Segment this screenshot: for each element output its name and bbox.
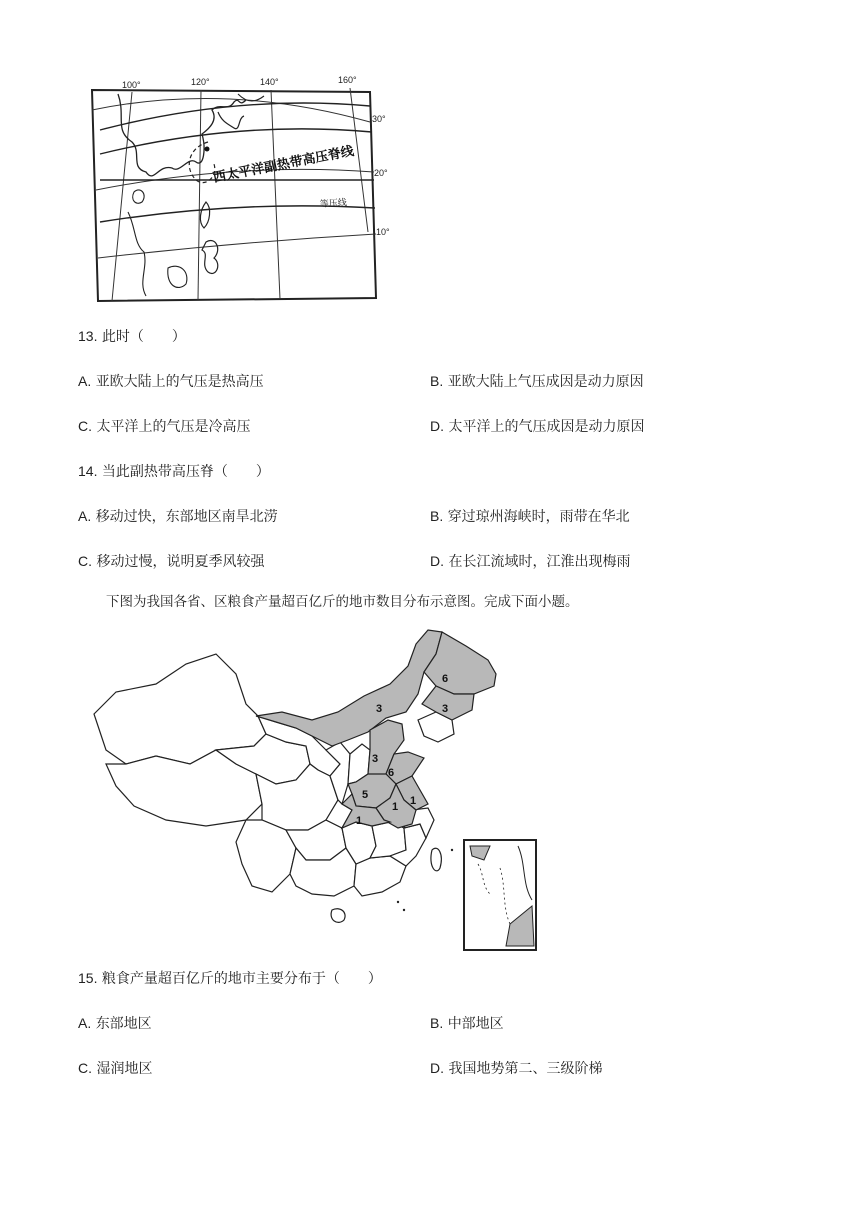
latitude-label-20: 20° [374, 168, 388, 178]
island-taiwan [200, 202, 209, 228]
ridge-point [205, 147, 210, 152]
q13-option-c[interactable] [78, 416, 250, 437]
meridian-160 [350, 88, 368, 232]
coastline-korea [218, 112, 244, 129]
count-shandong: 6 [388, 767, 395, 779]
latitude-label-10: 10° [376, 227, 390, 237]
q15-option-d[interactable] [430, 1058, 602, 1079]
question-13 [78, 326, 186, 347]
longitude-label-100: 100° [122, 80, 141, 90]
q15-option-c[interactable] [78, 1058, 152, 1079]
meridian-140 [271, 90, 280, 299]
option-text: 亚欧大陆上气压成因是动力原因 [447, 374, 644, 390]
province-taiwan [431, 848, 441, 871]
question-15 [78, 968, 382, 989]
longitude-label-160: 160° [338, 75, 357, 85]
longitude-label-120: 120° [191, 77, 210, 87]
option-letter: C. [78, 553, 92, 569]
island-borneo [168, 266, 187, 287]
option-letter: B. [430, 508, 444, 524]
q14-option-b[interactable] [430, 506, 630, 527]
option-letter: D. [430, 1060, 444, 1076]
option-text: 中部地区 [447, 1016, 504, 1032]
option-text: 我国地势第二、三级阶梯 [448, 1061, 603, 1077]
option-text: 太平洋上的气压成因是动力原因 [448, 419, 645, 435]
option-text: 在长江流域时，江淮出现梅雨 [448, 554, 631, 570]
option-letter: C. [78, 418, 92, 434]
question-stem: 此时（ ） [101, 329, 186, 345]
island-small-1 [133, 190, 144, 203]
question-number: 14. [78, 463, 98, 479]
option-letter: B. [430, 1015, 444, 1031]
option-letter: A. [78, 373, 92, 389]
option-text: 东部地区 [95, 1016, 152, 1032]
isobar-1 [100, 103, 370, 130]
option-letter: D. [430, 418, 444, 434]
count-jiangsu: 1 [410, 795, 417, 807]
meridian-120 [198, 90, 201, 300]
count-hubei: 1 [356, 815, 363, 827]
q13-option-a[interactable] [78, 371, 264, 392]
count-heilongjiang: 6 [442, 673, 449, 685]
count-neimenggu: 3 [376, 703, 383, 715]
q15-option-b[interactable] [430, 1013, 504, 1034]
island-dot [451, 849, 453, 851]
question-number: 15. [78, 970, 98, 986]
option-text: 移动过快，东部地区南旱北涝 [95, 509, 278, 525]
count-anhui: 1 [392, 801, 399, 813]
subtropical-high-map [88, 72, 388, 308]
option-text: 太平洋上的气压是冷高压 [96, 419, 251, 435]
latitude-label-30: 30° [372, 114, 386, 124]
coastline-asia [118, 94, 246, 176]
island-dot [403, 909, 405, 911]
option-letter: B. [430, 373, 444, 389]
count-henan: 5 [362, 789, 369, 801]
q14-option-c[interactable] [78, 551, 264, 572]
option-text: 穿过琼州海峡时，雨带在华北 [447, 509, 630, 525]
china-grain-map [86, 624, 546, 954]
question-14 [78, 461, 270, 482]
figure2-intro: 下图为我国各省、区粮食产量超百亿斤的地市数目分布示意图。完成下面小题。 [106, 594, 579, 610]
count-jilin: 3 [442, 703, 449, 715]
option-letter: C. [78, 1060, 92, 1076]
ridge-line-label: 西太平洋副热带高压脊线 [211, 142, 355, 185]
question-number: 13. [78, 328, 98, 344]
isobar-4 [100, 206, 375, 222]
province-hainan [331, 909, 345, 923]
count-hebei: 3 [372, 753, 379, 765]
option-letter: D. [430, 553, 444, 569]
q13-option-d[interactable] [430, 416, 644, 437]
question-stem: 当此副热带高压脊（ ） [101, 464, 270, 480]
longitude-label-140: 140° [260, 77, 279, 87]
option-text: 湿润地区 [96, 1061, 153, 1077]
option-text: 移动过慢，说明夏季风较强 [96, 554, 265, 570]
question-stem: 粮食产量超百亿斤的地市主要分布于（ ） [101, 971, 382, 987]
option-letter: A. [78, 1015, 92, 1031]
ridge-dashed-loop [189, 142, 215, 183]
isobar-label: 等压线 [319, 197, 348, 209]
parallel-30 [92, 98, 370, 122]
q13-option-b[interactable] [430, 371, 644, 392]
option-letter: A. [78, 508, 92, 524]
q15-option-a[interactable] [78, 1013, 152, 1034]
option-text: 亚欧大陆上的气压是热高压 [95, 374, 264, 390]
south-china-sea-inset [464, 840, 536, 950]
q14-option-a[interactable] [78, 506, 278, 527]
island-dot [397, 901, 399, 903]
q14-option-d[interactable] [430, 551, 630, 572]
